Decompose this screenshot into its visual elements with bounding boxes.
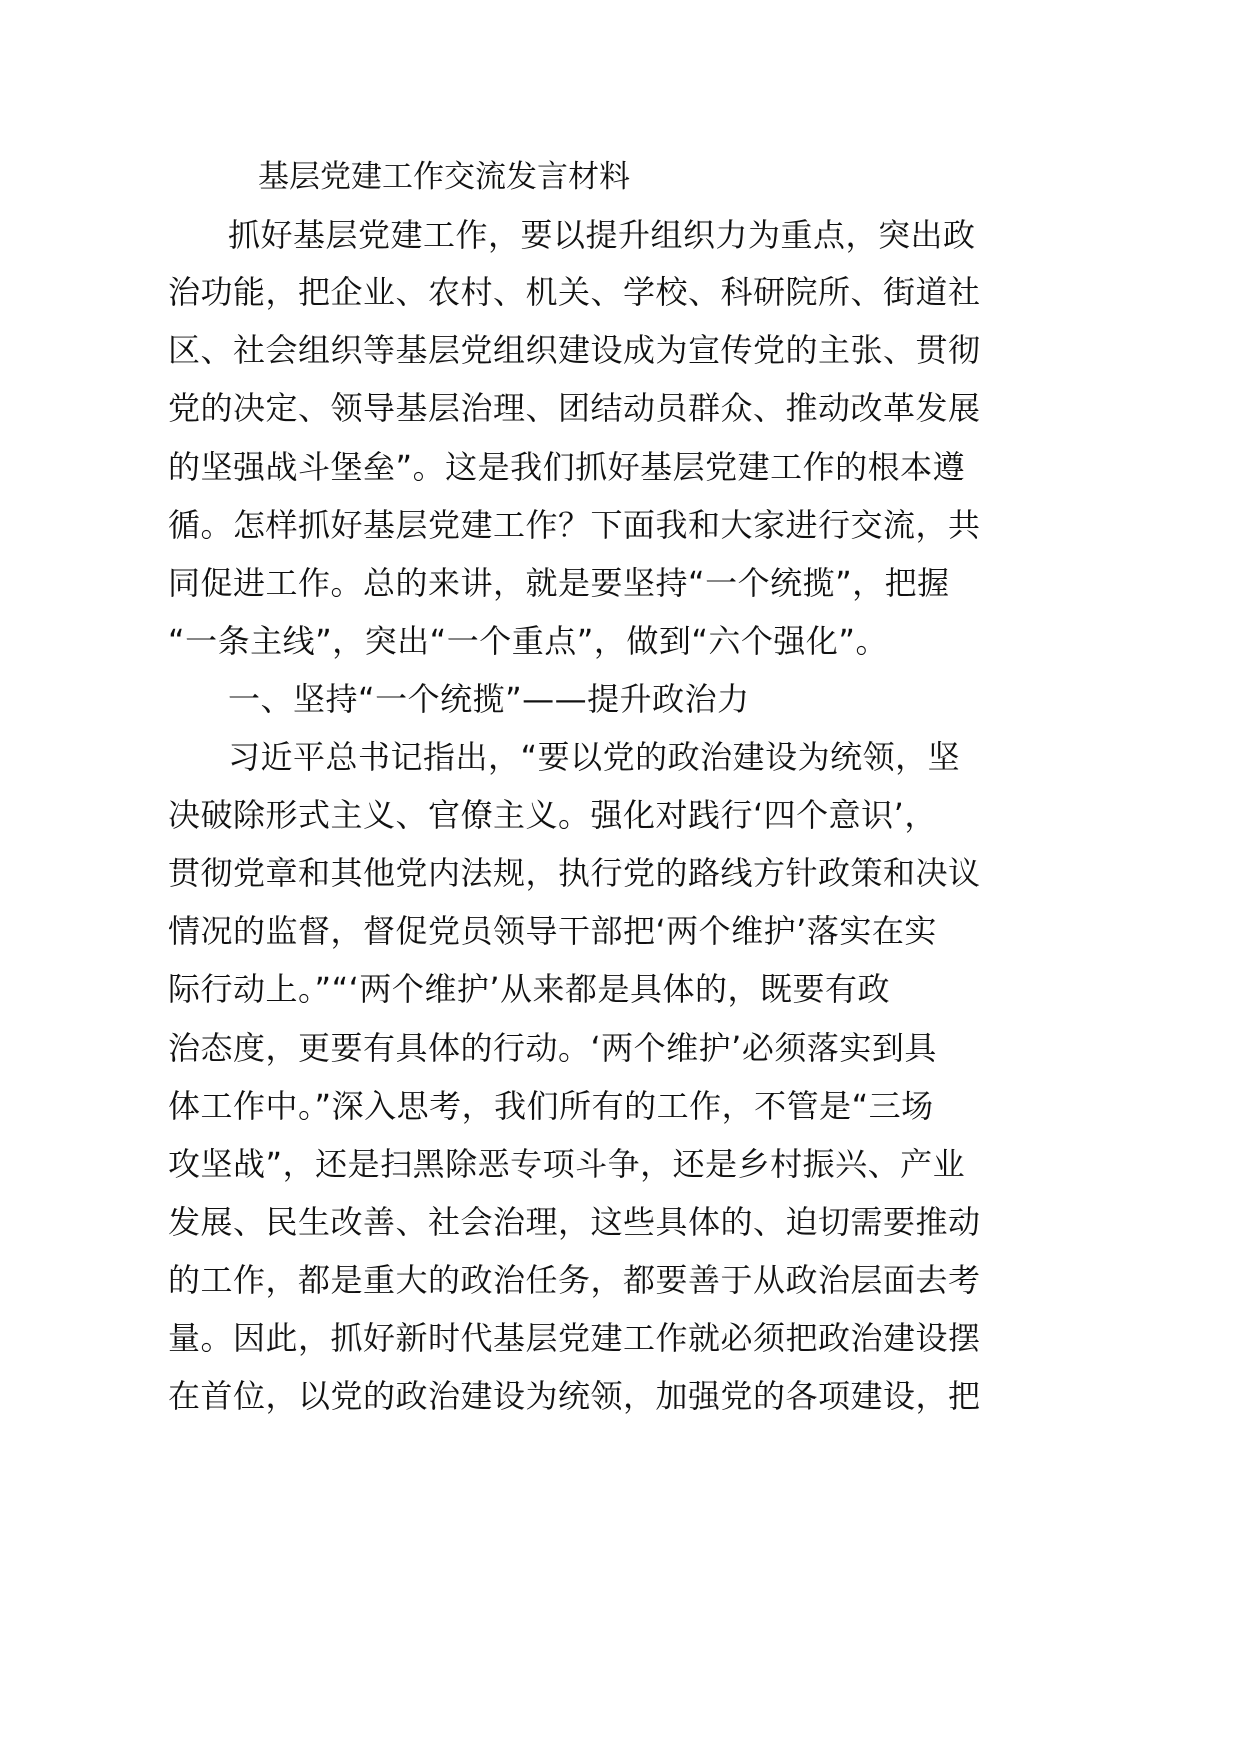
paragraph-line: 在首位，以党的政治建设为统领，加强党的各项建设，把: [168, 1377, 981, 1415]
paragraph-line: 情况的监督，督促党员领导干部把‘两个维护’落实在实: [168, 912, 937, 950]
paragraph-line: 习近平总书记指出，“要以党的政治建设为统领，坚: [228, 738, 961, 776]
paragraph-line: 循。怎样抓好基层党建工作？下面我和大家进行交流，共: [168, 506, 981, 544]
paragraph-line: 治态度，更要有具体的行动。‘两个维护’必须落实到具: [168, 1029, 937, 1067]
section-heading: 一、坚持“一个统揽”——提升政治力: [228, 680, 750, 718]
paragraph-line: 贯彻党章和其他党内法规，执行党的路线方针政策和决议: [168, 854, 981, 892]
paragraph-line: 发展、民生改善、社会治理，这些具体的、迫切需要推动: [168, 1203, 981, 1241]
paragraph-line: “一条主线”，突出“一个重点”，做到“六个强化”。: [168, 622, 888, 660]
paragraph-line: 体工作中。”深入思考，我们所有的工作，不管是“三场: [168, 1087, 934, 1125]
paragraph-line: 攻坚战”，还是扫黑除恶专项斗争，还是乡村振兴、产业: [168, 1145, 966, 1183]
paragraph-line: 抓好基层党建工作，要以提升组织力为重点，突出政: [228, 216, 976, 254]
paragraph-line: 治功能，把企业、农村、机关、学校、科研院所、街道社: [168, 273, 981, 311]
paragraph-line: 区、社会组织等基层党组织建设成为宣传党的主张、贯彻: [168, 331, 981, 369]
paragraph-line: 量。因此，抓好新时代基层党建工作就必须把政治建设摆: [168, 1319, 981, 1357]
paragraph-line: 的工作，都是重大的政治任务，都要善于从政治层面去考: [168, 1261, 981, 1299]
paragraph-line: 同促进工作。总的来讲，就是要坚持“一个统揽”，把握: [168, 564, 950, 602]
paragraph-line: 决破除形式主义、官僚主义。强化对践行‘四个意识’，: [168, 796, 937, 834]
paragraph-line: 际行动上。”“‘两个维护’从来都是具体的，既要有政: [168, 970, 891, 1008]
paragraph-line: 党的决定、领导基层治理、团结动员群众、推动改革发展: [168, 389, 981, 427]
paragraph-line: 的坚强战斗堡垒”。这是我们抓好基层党建工作的根本遵: [168, 448, 966, 486]
document-title: 基层党建工作交流发言材料: [258, 159, 630, 195]
